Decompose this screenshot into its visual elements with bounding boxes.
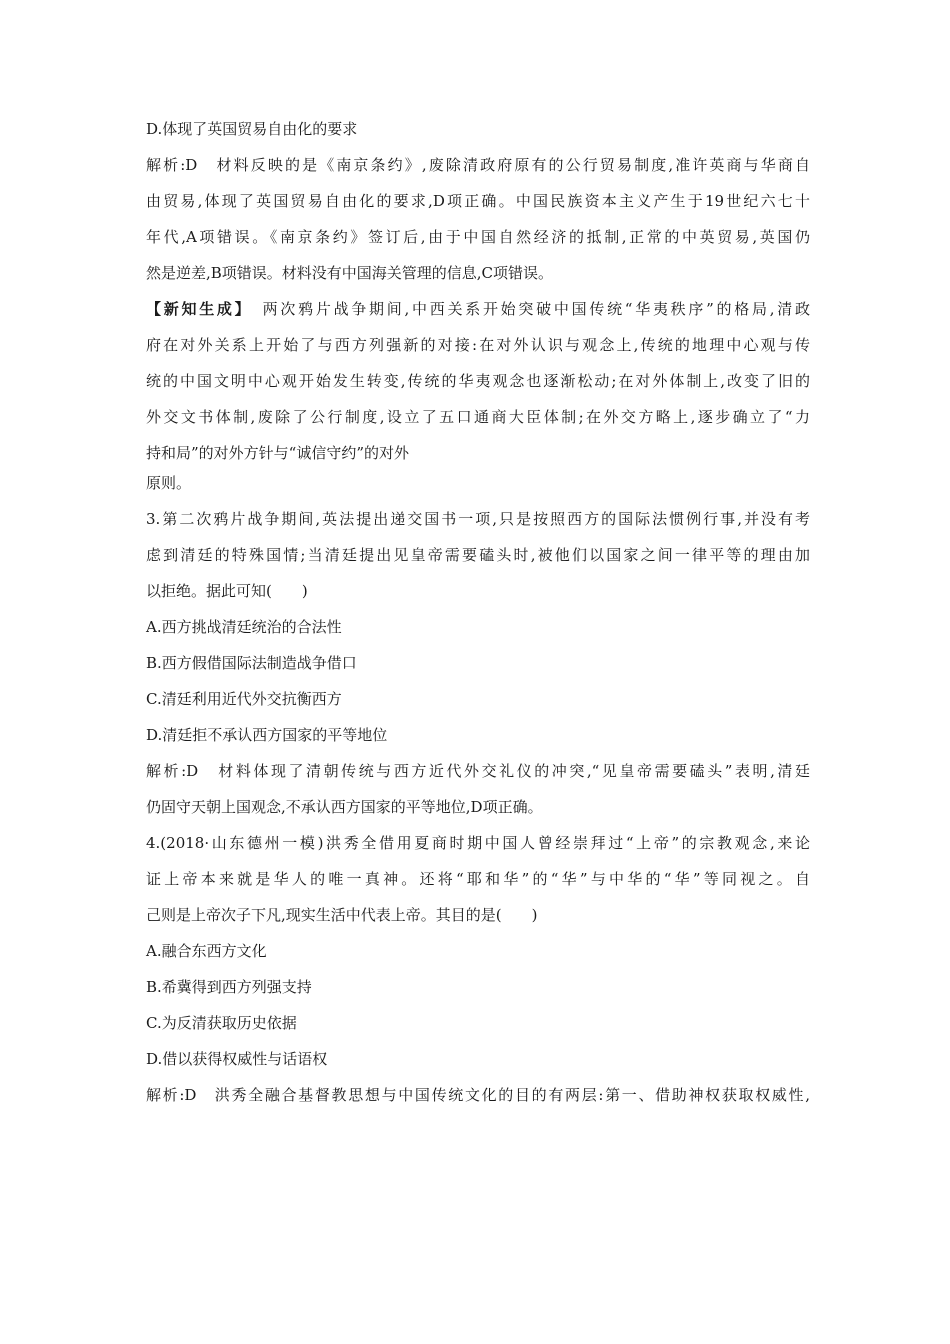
option-d-q3: D.清廷拒不承认西方国家的平等地位 bbox=[146, 726, 388, 744]
new-knowledge-line-4: 外交文书体制,废除了公行制度,设立了五口通商大臣体制;在外交方略上,逐步确立了“力 bbox=[146, 408, 810, 426]
question-3 bbox=[146, 510, 810, 744]
question-4 bbox=[146, 834, 810, 1068]
analysis-q4-line-1: 解析:D 洪秀全融合基督教思想与中国传统文化的目的有两层:第一、借助神权获取权威性, bbox=[146, 1086, 810, 1104]
question-4-line-1: 4.(2018·山东德州一模)洪秀全借用夏商时期中国人曾经崇拜过“上帝”的宗教观念,来论 bbox=[146, 834, 810, 852]
analysis-q2-line-1: 解析:D 材料反映的是《南京条约》,废除清政府原有的公行贸易制度,准许英商与华商自 bbox=[146, 156, 810, 174]
question-4-line-3: 己则是上帝次子下凡,现实生活中代表上帝。其目的是( ) bbox=[146, 906, 538, 924]
option-a-q3: A.西方挑战清廷统治的合法性 bbox=[146, 618, 342, 636]
new-knowledge-line-1 bbox=[146, 300, 810, 318]
option-b-q4: B.希冀得到西方列强支持 bbox=[146, 978, 312, 996]
option-c-q3: C.清廷利用近代外交抗衡西方 bbox=[146, 690, 342, 708]
document-page bbox=[146, 120, 810, 1122]
new-knowledge-line-6: 原则。 bbox=[146, 474, 192, 492]
new-knowledge-tag: 【新知生成】 bbox=[146, 300, 245, 318]
option-c-q4: C.为反清获取历史依据 bbox=[146, 1014, 297, 1032]
question-4-line-2: 证上帝本来就是华人的唯一真神。还将“耶和华”的“华”与中华的“华”等同视之。自 bbox=[146, 870, 810, 888]
analysis-q4 bbox=[146, 1086, 810, 1104]
analysis-q2-line-2: 由贸易,体现了英国贸易自由化的要求,D项正确。中国民族资本主义产生于19世纪六七十 bbox=[146, 192, 810, 210]
option-d-q4: D.借以获得权威性与话语权 bbox=[146, 1050, 328, 1068]
question-3-line-2: 虑到清廷的特殊国情;当清廷提出见皇帝需要磕头时,被他们以国家之间一律平等的理由加 bbox=[146, 546, 810, 564]
analysis-q2-line-3: 年代,A项错误。《南京条约》签订后,由于中国自然经济的抵制,正常的中英贸易,英国仍 bbox=[146, 228, 810, 246]
analysis-q2-line-4: 然是逆差,B项错误。材料没有中国海关管理的信息,C项错误。 bbox=[146, 264, 554, 282]
new-knowledge-line-5: 持和局”的对外方针与“诚信守约”的对外 bbox=[146, 444, 410, 462]
analysis-q3-line-2: 仍固守天朝上国观念,不承认西方国家的平等地位,D项正确。 bbox=[146, 798, 543, 816]
question-3-line-3: 以拒绝。据此可知( ) bbox=[146, 582, 308, 600]
option-b-q3: B.西方假借国际法制造战争借口 bbox=[146, 654, 357, 672]
new-knowledge-line-3: 统的中国文明中心观开始发生转变,传统的华夷观念也逐渐松动;在对外体制上,改变了旧的 bbox=[146, 372, 810, 390]
question-3-line-1: 3.第二次鸦片战争期间,英法提出递交国书一项,只是按照西方的国际法惯例行事,并没有考 bbox=[146, 510, 810, 528]
new-knowledge-section bbox=[146, 300, 810, 492]
analysis-q2 bbox=[146, 156, 810, 282]
option-d-q2: D.体现了英国贸易自由化的要求 bbox=[146, 120, 358, 138]
new-knowledge-text-1: 两次鸦片战争期间,中西关系开始突破中国传统“华夷秩序”的格局,清政 bbox=[244, 300, 810, 318]
new-knowledge-line-2: 府在对外关系上开始了与西方列强新的对接:在对外认识与观念上,传统的地理中心观与传 bbox=[146, 336, 810, 354]
analysis-q3 bbox=[146, 762, 810, 816]
option-a-q4: A.融合东西方文化 bbox=[146, 942, 267, 960]
analysis-q3-line-1: 解析:D 材料体现了清朝传统与西方近代外交礼仪的冲突,“见皇帝需要磕头”表明,清廷 bbox=[146, 762, 810, 780]
